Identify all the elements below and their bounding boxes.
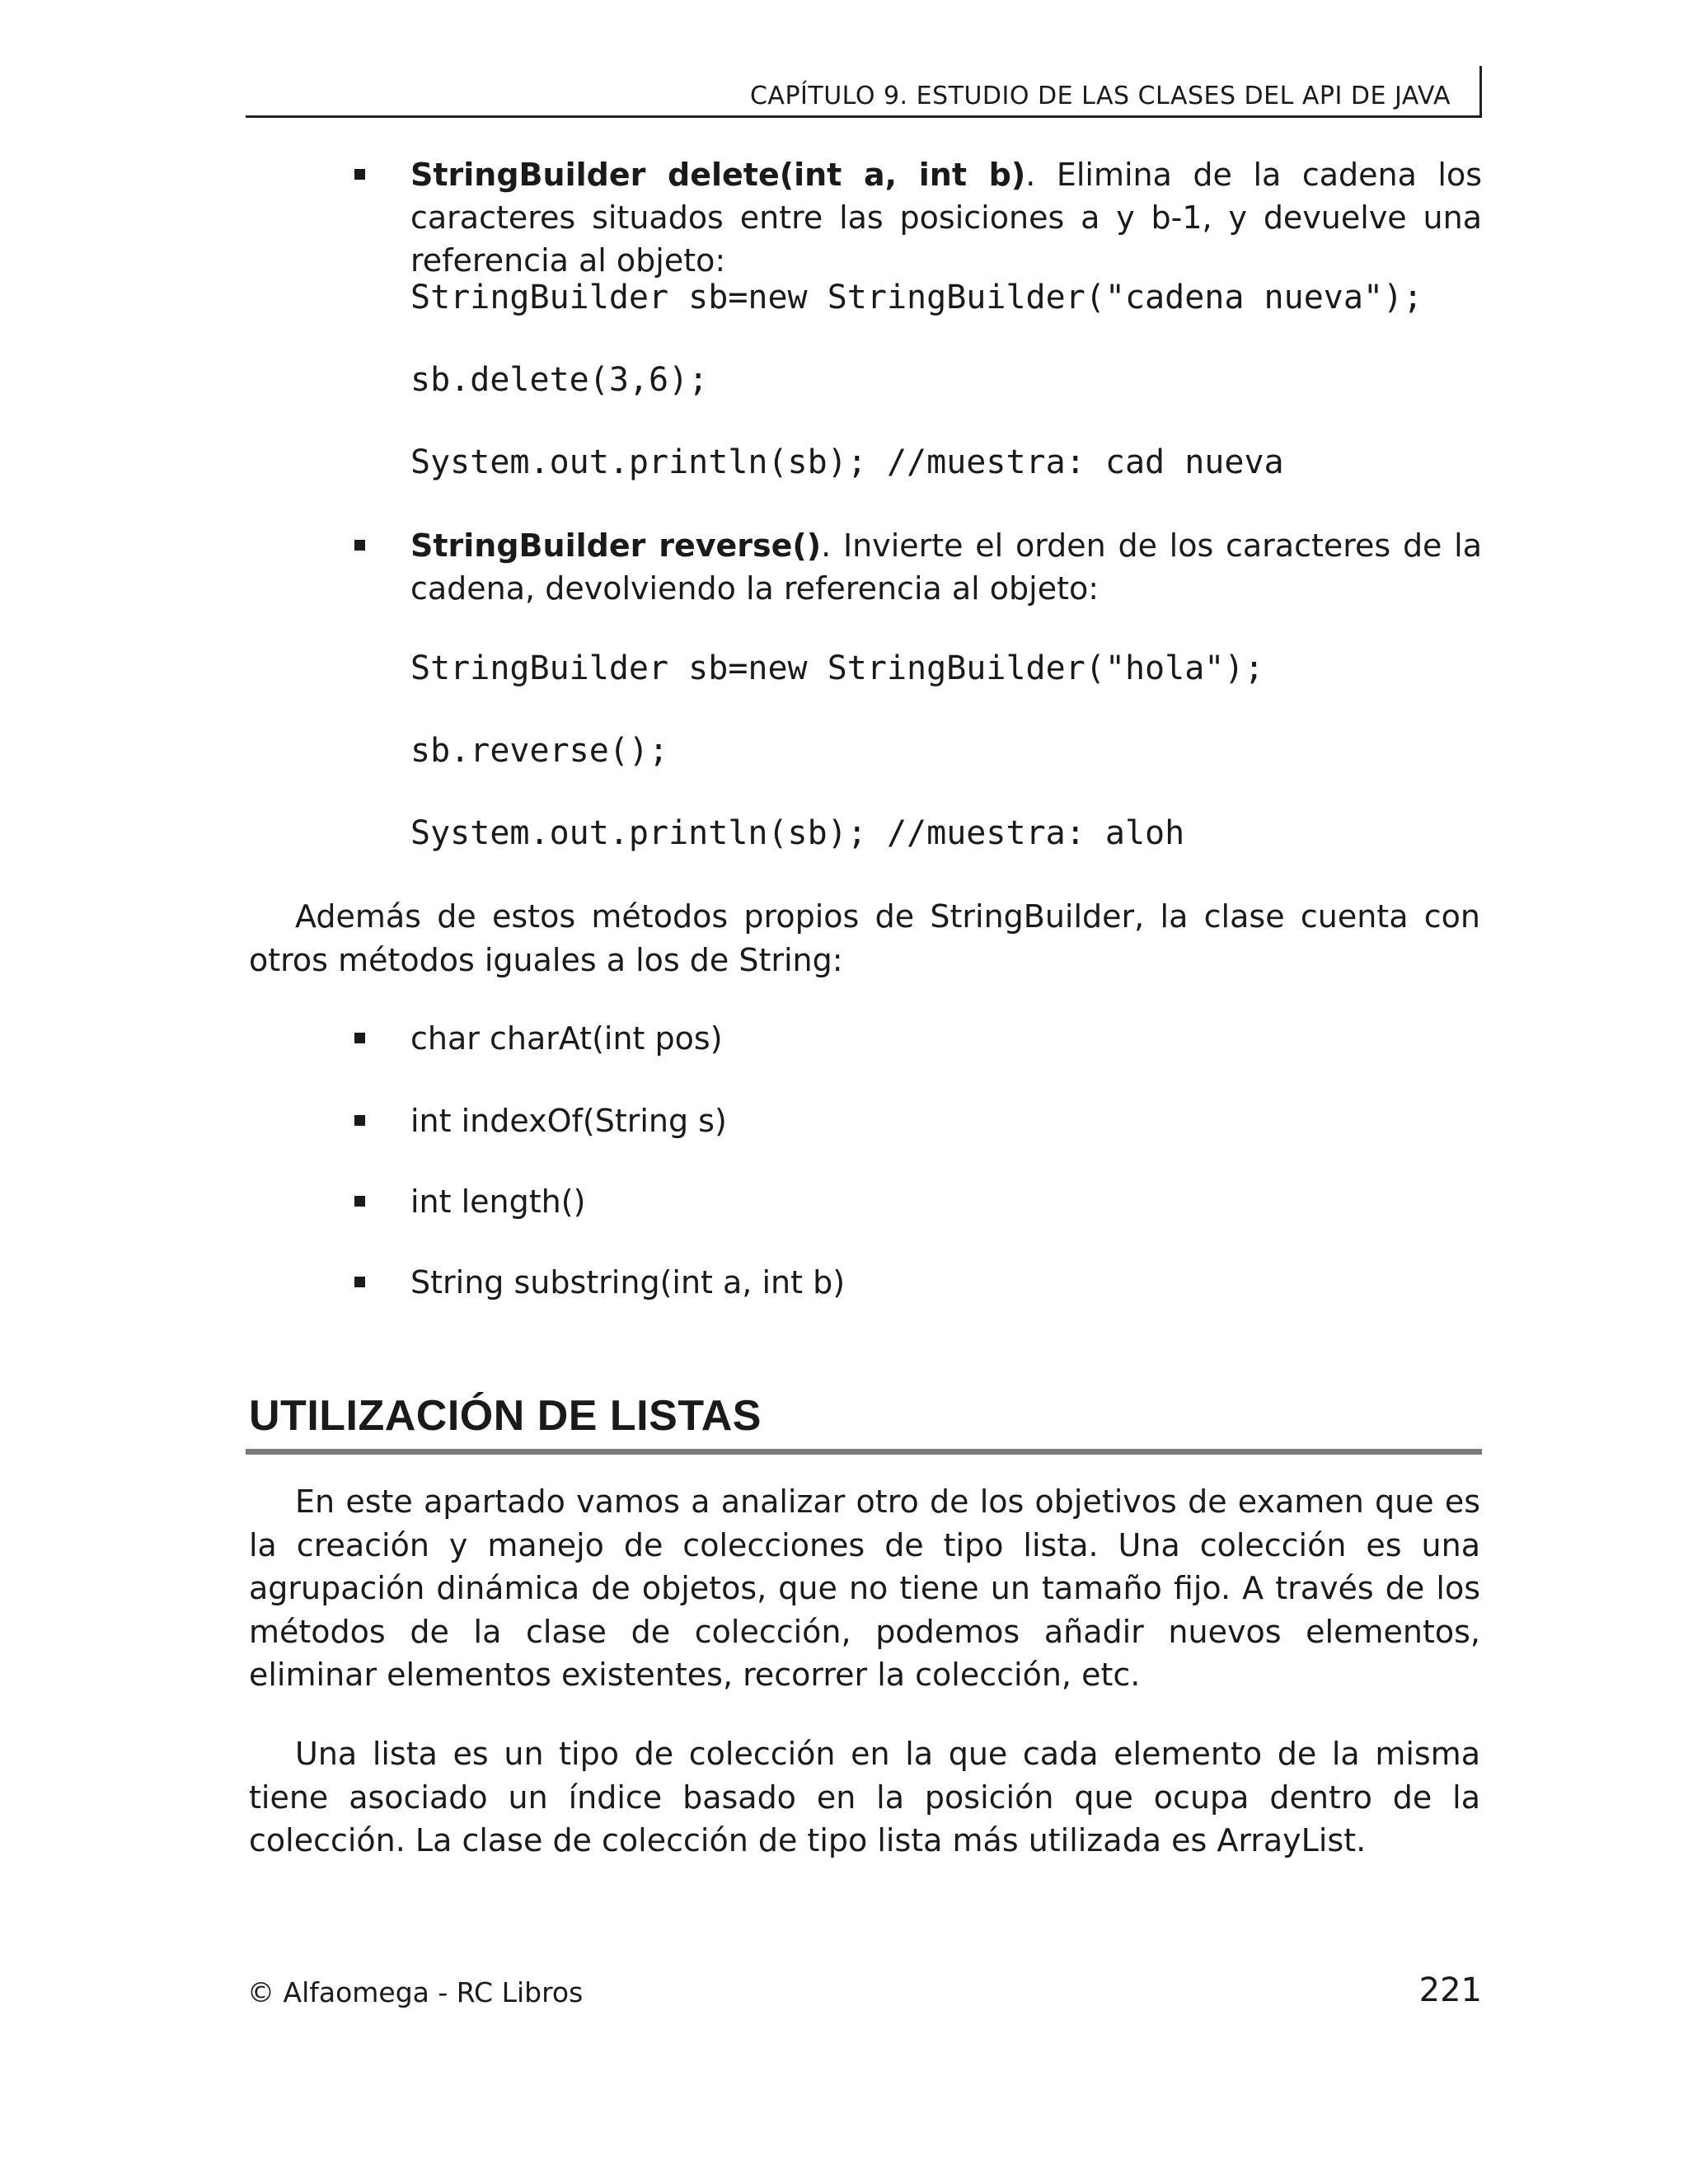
code-line: System.out.println(sb); //muestra: aloh: [410, 814, 1185, 852]
square-bullet-icon: [354, 1115, 365, 1126]
code-line: StringBuilder sb=new StringBuilder("cadena nueva");: [410, 279, 1423, 316]
running-header-title: CAPÍTULO 9. ESTUDIO DE LAS CLASES DEL API DE JAVA: [749, 82, 1451, 110]
list-item-text: String substring(int a, int b): [410, 1264, 846, 1301]
method-item-delete: [410, 153, 1482, 282]
code-line: sb.delete(3,6);: [410, 361, 709, 399]
footer-publisher: © Alfaomega - RC Libros: [247, 1976, 584, 2008]
method-signature: StringBuilder delete(int a, int b): [410, 157, 1026, 193]
method-description-text: . Elimina de la cadena los caracteres situados entre las posiciones a y b-1, y devuelve una referencia al objeto:: [410, 157, 1482, 279]
method-description: [410, 524, 1482, 610]
section-heading: UTILIZACIÓN DE LISTAS: [249, 1392, 762, 1440]
intro-paragraph: Además de estos métodos propios de StringBuilder, la clase cuenta con otros métodos iguales a los de String:: [249, 898, 1480, 978]
square-bullet-icon: [354, 1196, 365, 1207]
code-line: System.out.println(sb); //muestra: cad nueva: [410, 443, 1284, 481]
list-item-text: int indexOf(String s): [410, 1103, 727, 1139]
method-description-text: . Invierte el orden de los caracteres de la cadena, devolviendo la referencia al objeto:: [410, 527, 1483, 607]
code-line: sb.reverse();: [410, 732, 669, 770]
square-bullet-icon: [354, 1033, 365, 1043]
list-item-text: int length(): [410, 1183, 586, 1220]
method-item-reverse: [410, 524, 1482, 610]
code-line: StringBuilder sb=new StringBuilder("hola");: [410, 649, 1264, 687]
section-paragraph: Una lista es un tipo de colección en la que cada elemento de la misma tiene asociado un índice basado en la posición que ocupa dentro de la colección. La clase de colección de tipo lista más utilizada es ArrayList.: [249, 1736, 1480, 1858]
list-item: [410, 1261, 845, 1304]
square-bullet-icon: [354, 1277, 365, 1287]
method-signature: StringBuilder reverse(): [410, 527, 822, 564]
list-item: [410, 1017, 723, 1060]
list-item-text: char charAt(int pos): [410, 1020, 723, 1057]
running-header-vertical-rule: [1479, 66, 1482, 115]
running-header: [246, 73, 1482, 118]
page-number: 221: [1418, 1971, 1482, 2009]
square-bullet-icon: [354, 169, 365, 180]
section-paragraph: En este apartado vamos a analizar otro de los objetivos de examen que es la creación y manejo de colecciones de tipo lista. Una colección es una agrupación dinámica de objetos, que no tiene un tamaño fijo. A través de los métodos de la clase de colección, podemos añadir nuevos elementos, eliminar elementos existentes, recorrer la colección, etc.: [249, 1483, 1480, 1693]
list-item: [410, 1180, 585, 1223]
section-divider: [246, 1449, 1482, 1455]
list-item: [410, 1099, 727, 1142]
square-bullet-icon: [354, 540, 365, 551]
method-description: [410, 153, 1482, 282]
